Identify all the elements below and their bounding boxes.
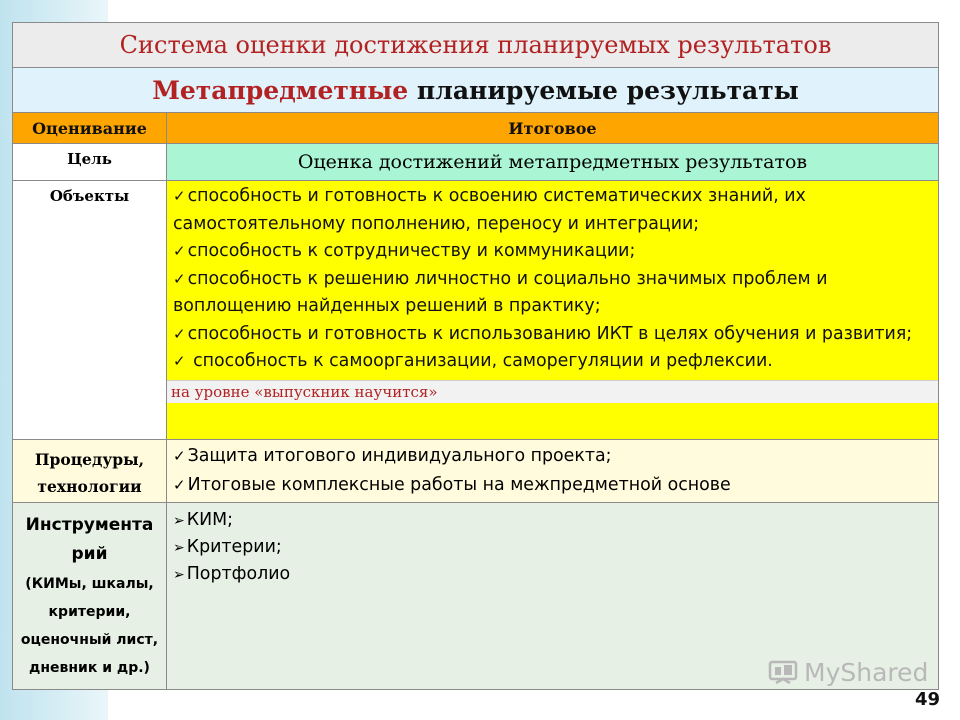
subtitle-accent: Метапредметные [152, 75, 409, 105]
arrow-bullet-icon: ➢ [173, 513, 185, 529]
goal-label: Цель [13, 144, 167, 181]
objects-label: Объекты [13, 181, 167, 440]
list-item: ✓ Защита итогового индивидуального проекта; [173, 446, 612, 466]
list-item: ✓ способность к самоорганизации, саморегуляции и рефлексии. [173, 351, 773, 371]
arrow-bullet-icon: ➢ [173, 540, 185, 556]
instruments-label: Инструмента рий (КИМы, шкалы, критерии, оценочный лист, дневник и др.) [13, 503, 167, 690]
check-icon: ✓ [173, 352, 186, 370]
objects-cell [167, 181, 939, 440]
page-number: 49 [914, 689, 940, 710]
presentation-icon [768, 659, 800, 687]
check-icon: ✓ [173, 324, 186, 343]
objects-list [167, 181, 938, 380]
header-value: Итоговое [167, 113, 939, 144]
check-icon: ✓ [173, 187, 186, 205]
list-item: ✓ Итоговые комплексные работы на межпредметной основе [173, 475, 731, 495]
check-icon: ✓ [173, 269, 186, 288]
list-item: ✓ способность к сотрудничеству и коммуникации; [173, 241, 636, 261]
check-icon: ✓ [173, 476, 186, 494]
list-item: ➢ Портфолио [173, 564, 291, 584]
watermark-text: MyShared [804, 658, 929, 687]
check-icon: ✓ [173, 447, 186, 465]
list-item: ✓ способность и готовность к использованию ИКТ в целях обучения и развития; [173, 323, 913, 344]
procedures-cell [167, 440, 939, 503]
procedures-label: Процедуры, технологии [13, 440, 167, 503]
objects-note: на уровне «выпускник научится» [167, 380, 938, 403]
table-subtitle [13, 68, 939, 113]
check-icon: ✓ [173, 242, 186, 260]
subtitle-rest: планируемые результаты [408, 75, 799, 105]
table-title: Система оценки достижения планируемых результатов [13, 23, 939, 68]
watermark-logo [768, 658, 928, 687]
goal-value: Оценка достижений метапредметных результатов [167, 144, 939, 181]
list-item: ➢ Критерии; [173, 537, 282, 557]
header-label: Оценивание [13, 113, 167, 144]
results-table [12, 22, 939, 690]
arrow-bullet-icon: ➢ [173, 567, 185, 583]
list-item: ✓ способность и готовность к освоению систематических знаний, их самостоятельному пополнению, переносу и интеграции; [173, 186, 806, 234]
list-item: ➢ КИМ; [173, 510, 233, 530]
list-item: ✓ способность к решению личностно и социально значимых проблем и воплощению найденных решений в практику; [173, 268, 828, 316]
